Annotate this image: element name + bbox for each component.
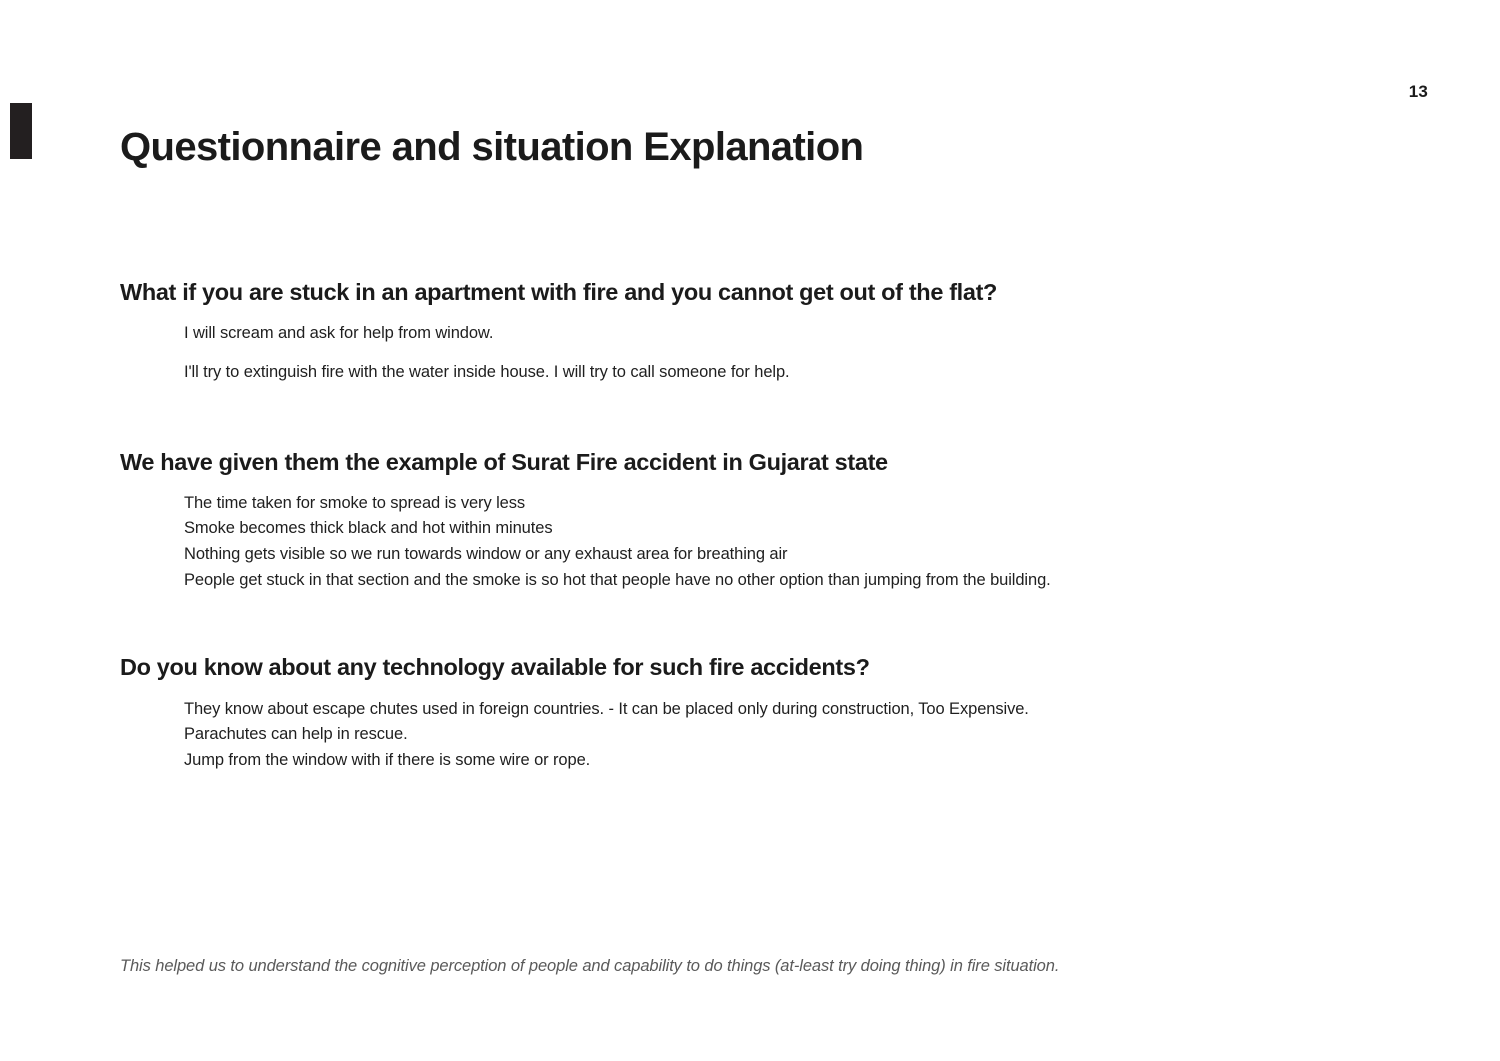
answer-list-1 [120,321,1410,385]
list-item: Smoke becomes thick black and hot within minutes [184,519,553,538]
answer-list-3 [120,697,1410,774]
answer-list-2 [120,491,1410,593]
question-heading-3: Do you know about any technology available for such fire accidents? [120,654,870,681]
content-area [120,278,1410,831]
page-number: 13 [1408,82,1428,101]
list-item: Nothing gets visible so we run towards window or any exhaust area for breathing air [184,545,788,563]
left-edge-marker [10,103,32,159]
page-title: Questionnaire and situation Explanation [120,124,864,169]
list-item: Parachutes can help in rescue. [184,725,408,744]
list-item: People get stuck in that section and the smoke is so hot that people have no other option than jumping from the building. [184,570,1051,589]
list-item: They know about escape chutes used in foreign countries. - It can be placed only during construction, Too Expensive. [184,699,1029,718]
question-block-2 [120,448,1410,594]
list-item: I'll try to extinguish fire with the water inside house. I will try to call someone for help. [184,362,790,381]
question-heading-2: We have given them the example of Surat Fire accident in Gujarat state [120,448,888,475]
list-item: I will scream and ask for help from window. [184,324,494,343]
question-heading-1: What if you are stuck in an apartment with fire and you cannot get out of the flat? [120,279,998,305]
list-item: The time taken for smoke to spread is very less [184,493,526,512]
question-block-3 [120,653,1410,773]
list-item: Jump from the window with if there is some wire or rope. [184,750,591,769]
question-block-1 [120,278,1410,386]
footnote-text: This helped us to understand the cognitive perception of people and capability to do things (at-least try doing thing) in fire situation. [120,956,1060,975]
